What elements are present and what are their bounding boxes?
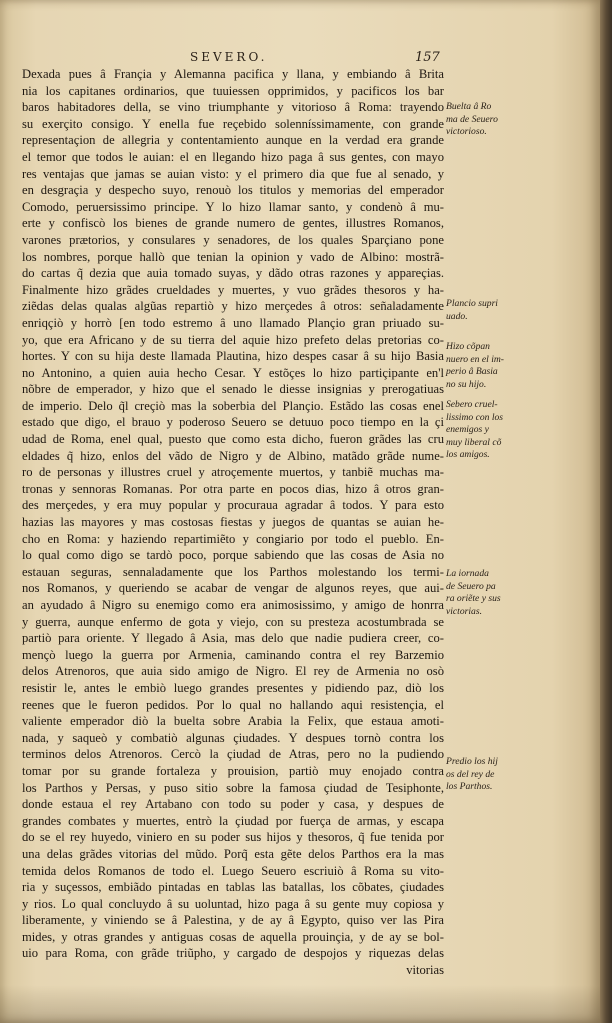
text-line: representaçion de allegria y contentamiento aunque en la verdad era grande xyxy=(22,133,444,148)
margin-note-line: Plancio supri xyxy=(446,298,498,309)
text-line: do cartas q̃ dezia que auia tomado suyas, y dãdo otras razones y appareçias. xyxy=(22,266,444,281)
text-line: los nombres, porque hallò que tenian la opinion y vado de Albino: mostrã- xyxy=(22,249,444,264)
margin-note-line: lissimo con los xyxy=(446,411,504,423)
text-line: estauan seguras, sennaladamente que los Parthos molestando los termi- xyxy=(22,564,444,579)
margin-note-line: los amigos. xyxy=(446,449,490,461)
margin-note xyxy=(446,568,596,618)
book-edge xyxy=(600,0,612,1023)
text-line: partiò para oriente. Y llegado â Asia, mas delo que nadie pudiera creer, co- xyxy=(22,631,444,646)
text-line: tomar por su grande fortaleza y prouision, partiò muy enojado contra xyxy=(22,763,444,778)
margin-note-line: Buelta â Ro xyxy=(446,101,492,112)
text-line: mides, y otras grandes y antiguas cosas de aquella prouinçia, y de ay se bol- xyxy=(22,929,444,944)
text-line: Comodo, peruersissimo principe. Y lo hizo llamar santo, y condenò â mu- xyxy=(22,199,444,214)
text-line: nõbre de emperador, y hizo que el senado le diesse insignias y prerogatiuas xyxy=(22,382,444,397)
text-line: reenes que le fueron pedidos. Por lo qual no hallando aqui resistençia, el xyxy=(22,697,444,712)
margin-note-line: ma de Seuero xyxy=(446,113,498,125)
text-line: des merçedes, y era muy popular y procuraua agradar â todos. Y para esto xyxy=(22,498,444,513)
margin-note-line: no su hijo. xyxy=(446,378,487,390)
text-line: los Parthos y Persas, y puso sitio sobre la famosa çiudad de Tesiphonte, xyxy=(22,780,444,795)
text-line: liberamente, y viniendo se â Palestina, y de ay â Egypto, quiso ver las Pira xyxy=(22,913,444,928)
margin-note-line: Predio los hij xyxy=(446,756,498,767)
page-shadow xyxy=(0,985,600,1023)
margin-note-line: Hizo cõpan xyxy=(446,341,490,352)
margin-note-line: victorioso. xyxy=(446,126,487,138)
text-line: tronas y sennoras Romanas. Por otra parte en pocos dias, hizo â otros gran- xyxy=(22,481,444,496)
text-line: valiente emperador diò la buelta sobre Arabia la Felix, que estaua amoti- xyxy=(22,714,444,729)
text-line: enriqçiò y horrò [en todo estremo â uno llamado Plançio gran priuado su- xyxy=(22,315,444,330)
body-text xyxy=(22,66,444,979)
text-line: grandes combates y muertes, entrò la çiudad por fuerça de armas, y escapa xyxy=(22,813,444,828)
text-line: hazias las mayores y mas costosas fiestas y juegos de quantas se auian he- xyxy=(22,515,444,530)
text-line: erte y confiscò los bienes de grande numero de gentes, illustres Romanos, xyxy=(22,216,444,231)
text-line: resistir le, antes le embiò luego grandes presentes y pidiendo paz, diò los xyxy=(22,680,444,695)
margin-note-line: perio â Basia xyxy=(446,366,498,378)
margin-note-line: enemigos y xyxy=(446,424,489,436)
text-line: hortes. Y con su hija deste llamada Plautina, hizo despes casar â su hijo Basia xyxy=(22,349,444,364)
text-line: su exerçito consigo. Y enella fue reçebido solenníssimamente, con grande xyxy=(22,116,444,131)
text-line: uio para Roma, con grãde triũpho, y cargado de despojos y riquezas delas xyxy=(22,946,444,961)
margin-note xyxy=(446,756,596,794)
running-title: SEVERO. xyxy=(190,50,268,64)
text-line: y rios. Lo qual concluydo â su uoluntad, hizo paga â su gente muy copiosa y xyxy=(22,896,444,911)
text-line: baros habitadores della, se vino triumphante y vitorioso â Roma: trayendo xyxy=(22,100,444,115)
text-line: de imperio. Delo q̃l creçiò mas la soberbia del Plançio. Estãdo las cosas enel xyxy=(22,398,444,413)
text-line: nia los capitanes ordinarios, que tuuiessen opprimidos, y pacificos los bar xyxy=(22,83,444,98)
margin-note-line: Sebero cruel- xyxy=(446,399,498,410)
text-line: yo, que era Africano y de su tierra del aquie hizo prefeto delas pretorias co- xyxy=(22,332,444,347)
margin-note-line: los Parthos. xyxy=(446,781,493,793)
text-line: y guerra, aunque enfermo de gota y viejo, con su presteza acostumbrada se xyxy=(22,614,444,629)
margin-note xyxy=(446,298,596,323)
text-line: Finalmente hizo grãdes crueldades y muertes, y vuo grãdes thesoros y ha- xyxy=(22,282,444,297)
text-line: no Antonino, a quien auia hecho Cesar. Y estõçes lo hizo partiçipante en'l xyxy=(22,365,444,380)
text-line: varones prætorios, y consulares y senadores, de los quales Sparçiano pone xyxy=(22,232,444,247)
text-line: cho en Roma: y haziendo repartimiẽto y congiario por todo el pueblo. En- xyxy=(22,531,444,546)
text-line: an ayudado â Nigro su enemigo como era animosissimo, y amigo de honrra xyxy=(22,598,444,612)
text-line: ria y suçessos, embiãdo pintadas en tablas las batallas, los cõbates, çiudades xyxy=(22,880,444,895)
text-line: eldades q̃ hizo, enlos del vãdo de Nigro y de Albino, matãdo grãde nume- xyxy=(22,448,444,463)
text-line: do se el rey huyedo, viniero en su poder sus hijos y thesoros, q̃ fue tenida por xyxy=(22,830,444,845)
text-line: nos Romanos, y queriendo se acabar de vengar de algunos reyes, que aui- xyxy=(22,581,444,596)
text-line: delos Atrenoros, que auia sido amigo de Nigro. El rey de Armenia no osò xyxy=(22,664,444,679)
margin-note-line: os del rey de xyxy=(446,768,495,780)
text-line: donde estaua el rey Artabano con todo su poder y casa, y despues de xyxy=(22,797,444,812)
margin-note-line: victorias. xyxy=(446,605,482,617)
margin-note-line: nuero en el im- xyxy=(446,353,504,365)
text-line: estado que digo, el brauo y poderoso Seuero se detuuo poco tiempo en la çi xyxy=(22,415,444,430)
margin-note-line: muy liberal cõ xyxy=(446,436,502,448)
text-line: el temor que todos le auian: el en llegando hizo paga â sus gentes, con mayo xyxy=(22,149,444,164)
margin-note-line: ra oriẽte y sus xyxy=(446,593,501,605)
text-line: res ventajas que jamas se auian visto: y el primero dia que fue al senado, y xyxy=(22,166,444,181)
text-line: temida delos Romanos de todo el. Luego Seuero escriuiò â Roma su vito- xyxy=(22,863,444,878)
margin-note xyxy=(446,101,596,139)
text-line: vitorias xyxy=(406,963,444,978)
text-line: terminos delos Atrenoros. Cercò la çiudad de Atras, pero no la pudiendo xyxy=(22,747,444,762)
margin-note-line: La iornada xyxy=(446,568,489,579)
page-number: 157 xyxy=(415,50,440,65)
margin-note-line: de Seuero pa xyxy=(446,580,496,592)
margin-note-line: uado. xyxy=(446,310,468,322)
text-line: lo qual como digo se tardò poco, porque sabiendo que las cosas de Asia no xyxy=(22,548,444,563)
text-line: nada, y saqueò y combatiò algunas çiudades. Y despues tornò contra los xyxy=(22,730,444,745)
text-line: ro de personas y illustres cruel y atroçemente muertos, y tanbiẽ muchas ma- xyxy=(22,465,444,480)
text-line: mençò luego la guerra por Armenia, caminando contra el rey Barzemio xyxy=(22,647,444,662)
text-line: ziẽdas delas qualas algũas repartiò y hizo merçedes â otros: señaladamente xyxy=(22,299,444,314)
margin-note xyxy=(446,341,596,391)
text-line: udad de Roma, enel qual, puesto que como esta dicho, fueron grãdes las cru xyxy=(22,432,444,447)
text-line: Dexada pues â Françia y Alemanna pacifica y llana, y embiando â Brita xyxy=(22,67,444,81)
text-line: una delas grãdes vitorias del mũdo. Porq̃ esta gẽte delos Parthos era la mas xyxy=(22,846,444,861)
margin-note xyxy=(446,399,596,462)
text-line: en desgraçia y despecho suyo, renouò los titulos y memorias del emperador xyxy=(22,183,444,198)
